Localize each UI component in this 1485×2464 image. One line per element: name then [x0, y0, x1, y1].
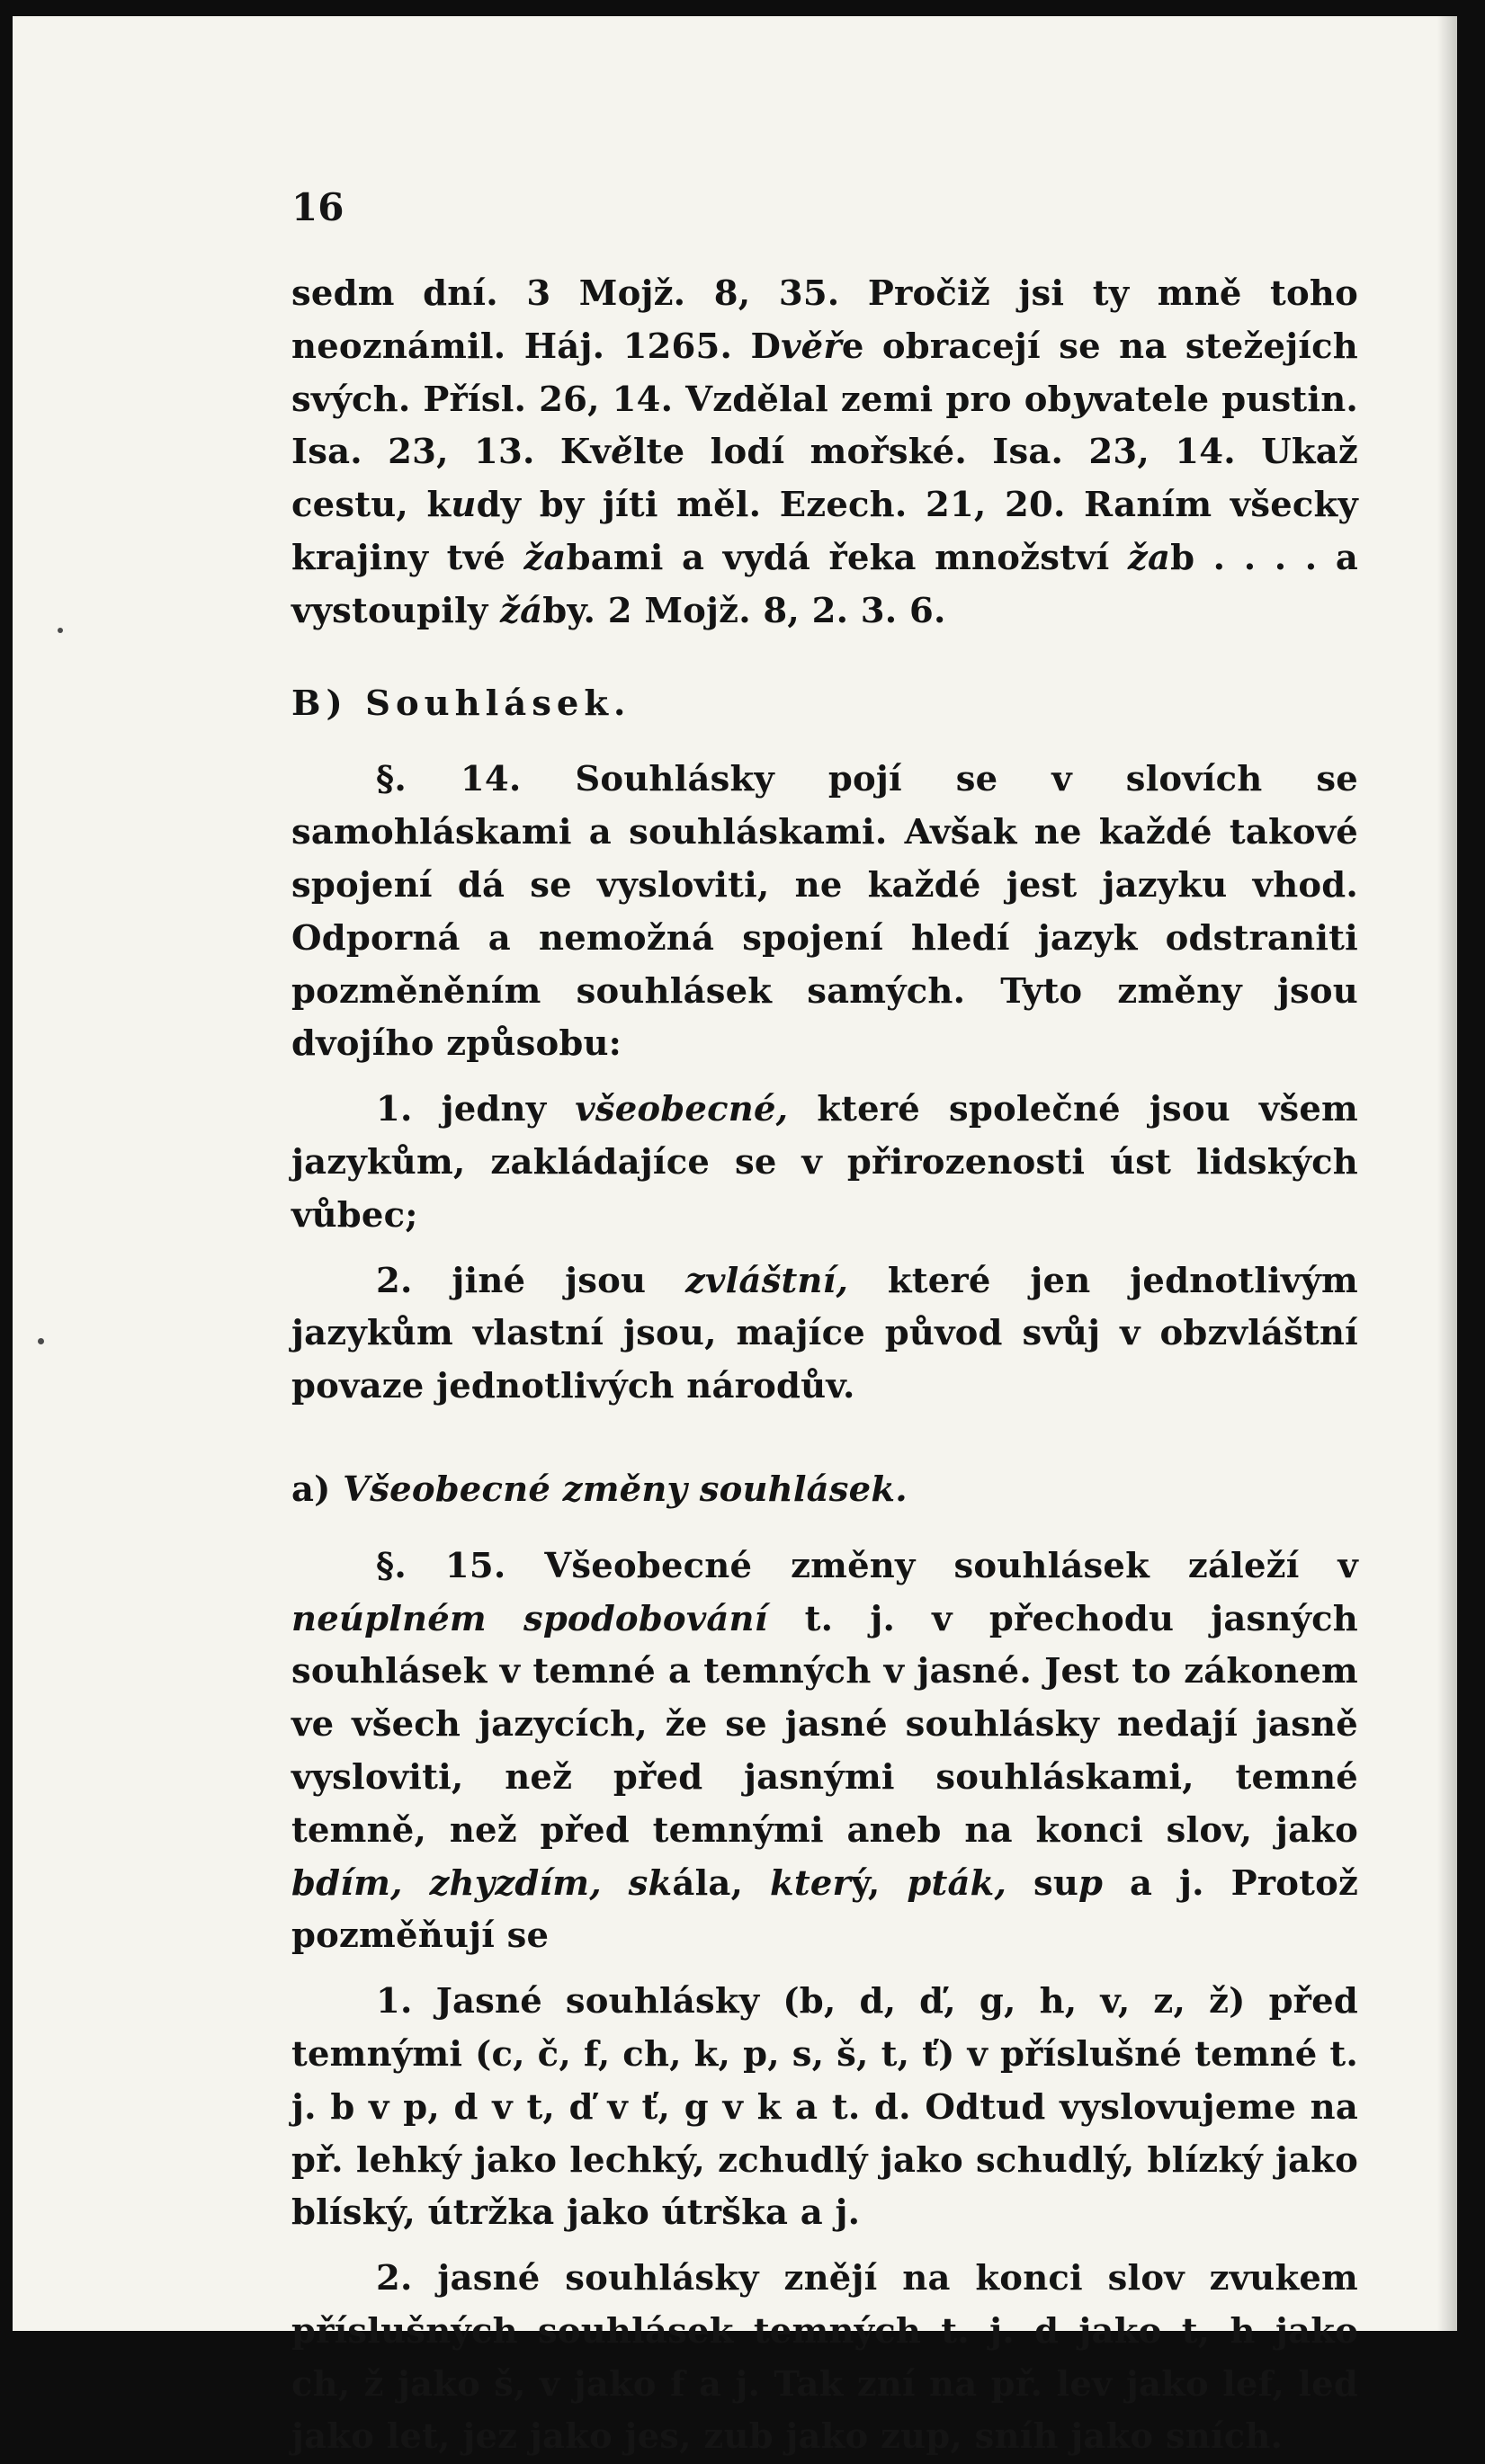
book-page	[13, 16, 1457, 2458]
list-item-15-1: 1. Jasné souhlásky (b, d, ď, g, h, v, z, ž) před temnými (c, č, f, ch, k, p, s, š, t, ť) v příslušné temné t. j. b v p, d v t, ď v ť, g v k a t. d. Odtud vyslovujeme na př. lehký jako lechký, zchudlý jako schudlý, blízký jako blíský, útržka jako útrška a j.	[291, 1981, 1358, 2234]
list-item-special: 2. jiné jsou zvláštní, které jen jednotlivým jazykům vlastní jsou, majíce původ svůj v obzvláštní povaze jednotlivých národův.	[291, 1260, 1358, 1407]
section-heading: B) Souhlásek.	[291, 683, 631, 724]
ink-speck	[58, 628, 63, 633]
paragraph-references: sedm dní. 3 Mojž. 8, 35. Pročiž jsi ty mně toho neoznámil. Háj. 1265. Dvěře obracejí se na stežejích svých. Přísl. 26, 14. Vzdělal zemi pro obyvatele pustin. Isa. 23, 13. Kvělte lodí mořské. Isa. 23, 14. Ukaž cestu, kudy by jíti měl. Ezech. 21, 20. Raním všecky krajiny tvé žabami a vydá řeka množství žab . . . . a vystoupily žáby. 2 Mojž. 8, 2. 3. 6.	[291, 273, 1358, 631]
page-number: 16	[291, 185, 344, 229]
body-text	[291, 268, 1358, 2464]
paragraph-15: §. 15. Všeobecné změny souhlásek záleží v neúplném spodobování t. j. v přechodu jasných souhlásek v temné a temných v jasné. Jest to zákonem ve všech jazycích, že se jasné souhlásky nedají jasně vysloviti, než před jasnými souhláskami, temné temně, než před temnými aneb na konci slov, jako bdím, zhyzdím, skála, který, pták, sup a j. Protož pozměňují se	[291, 1545, 1359, 1957]
ink-speck	[38, 1338, 44, 1344]
subsection-heading: a) Všeobecné změny souhlásek.	[291, 1469, 908, 1510]
page-edge-shadow	[1437, 16, 1457, 2331]
paragraph-14: §. 14. Souhlásky pojí se v slovích se samohláskami a souhláskami. Avšak ne každé takové spojení dá se vysloviti, ne každé jest jazyku vhod. Odporná a nemožná spojení hledí jazyk odstraniti pozměněním souhlásek samých. Tyto změny jsou dvojího způsobu:	[291, 759, 1358, 1065]
list-item-general: 1. jedny všeobecné, které společné jsou všem jazykům, zakládajíce se v přirozenosti úst lidských vůbec;	[291, 1089, 1358, 1236]
list-item-15-2: 2. jasné souhlásky znějí na konci slov zvukem příslušných souhlásek temných t. j. d jako t, h jako ch, ž jako š, v jako f a j. Tak zní na př. lev jako lef, led jako let, jez jako jes, zub jako zup, sníh jako sních.	[291, 2258, 1358, 2458]
